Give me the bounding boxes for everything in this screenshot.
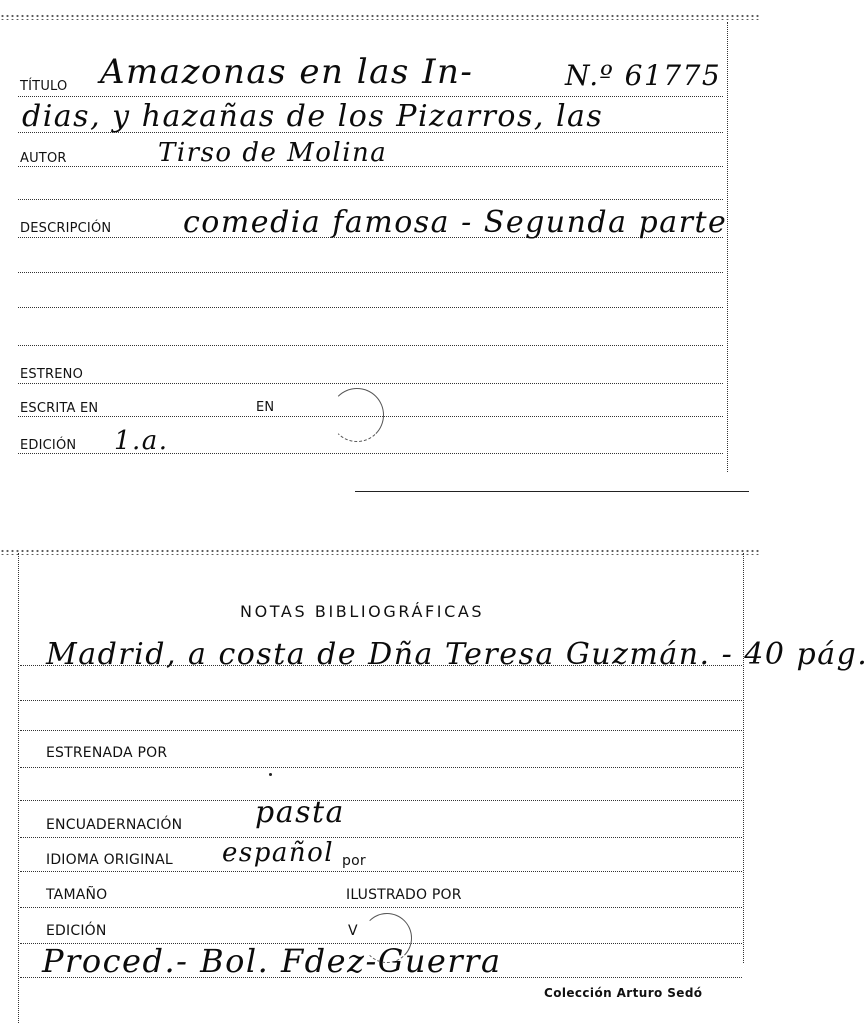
catalog-card-back [0,545,868,1028]
estreno-label: ESTRENO [20,367,84,382]
edicion-label: EDICIÓN [20,438,77,453]
rule-line [18,307,723,308]
encuadernacion-handwritten: pasta [255,795,345,830]
rule-line [20,800,742,801]
escrita-en-label: ESCRITA EN [20,401,99,416]
edicion-handwritten: 1.a. [114,426,169,456]
card-right-edge [727,22,728,472]
descripcion-handwritten: comedia famosa - Segunda parte [183,205,728,240]
rule-line [18,199,723,200]
punch-hole-mark [330,388,384,442]
rule-line [18,345,723,346]
catalog-card-front [0,0,759,500]
card-left-edge [18,553,19,1023]
rule-line [18,96,723,97]
rule-line [20,730,742,731]
rule-line [20,700,742,701]
ilustrado-por-label: ILUSTRADO POR [346,887,462,903]
titulo-handwritten-line1: Amazonas en las In- [100,52,474,92]
rule-line [18,272,723,273]
ink-speck [269,773,272,776]
rule-line [20,907,742,908]
estrenada-por-label: ESTRENADA POR [46,745,168,761]
autor-handwritten: Tirso de Molina [158,138,388,168]
autor-label: AUTOR [20,151,67,166]
rule-line [20,837,742,838]
idioma-original-handwritten: español [222,838,335,868]
card-right-edge [743,553,744,963]
tamano-label: TAMAÑO [46,887,108,903]
card-top-edge [0,549,759,555]
punch-hole-mark [362,913,412,963]
procedencia-handwritten: Proced.- Bol. Fdez-Guerra [42,942,502,980]
coleccion-footer: Colección Arturo Sedó [544,986,703,1000]
por-label: por [342,853,366,869]
rule-line [20,871,742,872]
card-number-handwritten: N.º 61775 [565,59,722,92]
rule-line [18,383,723,384]
edicion-label: EDICIÓN [46,923,107,939]
card-top-edge [0,14,759,20]
card-bottom-edge [355,491,749,492]
rule-line [20,767,742,768]
notas-handwritten: Madrid, a costa de Dña Teresa Guzmán. - 40 pág. [46,637,868,672]
en-label: EN [256,400,275,415]
notas-bibliograficas-heading: NOTAS BIBLIOGRÁFICAS [240,602,485,621]
descripcion-label: DESCRIPCIÓN [20,221,112,236]
idioma-original-label: IDIOMA ORIGINAL [46,852,173,868]
encuadernacion-label: ENCUADERNACIÓN [46,817,183,833]
titulo-handwritten-line2: dias, y hazañas de los Pizarros, las [22,99,604,134]
v-label: V [348,923,358,939]
titulo-label: TÍTULO [20,79,68,94]
